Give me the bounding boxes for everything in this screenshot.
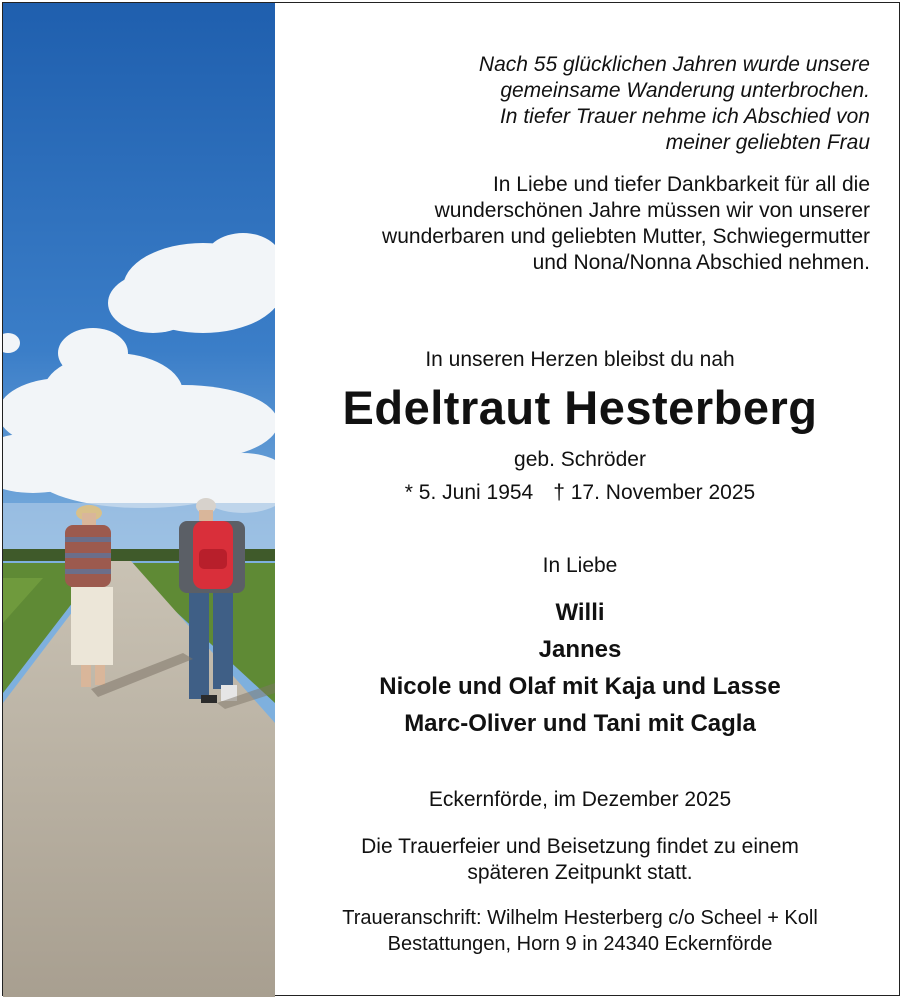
farewell-line: und Nona/Nonna Abschied nehmen. bbox=[532, 251, 870, 274]
birth-date: * 5. Juni 1954 bbox=[404, 481, 534, 504]
farewell-line: wunderschönen Jahre müssen wir von unserer bbox=[434, 199, 870, 222]
deceased-name: Edeltraut Hesterberg bbox=[342, 381, 818, 434]
ceremony-line: späteren Zeitpunkt statt. bbox=[467, 861, 693, 884]
farewell-line: In Liebe und tiefer Dankbarkeit für all die bbox=[492, 173, 870, 196]
ceremony-line: Die Trauerfeier und Beisetzung findet zu einem bbox=[361, 835, 799, 858]
ceremony-note bbox=[290, 834, 870, 886]
address-line: Traueranschrift: Wilhelm Hesterberg c/o Scheel + Koll bbox=[342, 907, 818, 929]
mourner-name: Willi bbox=[555, 599, 605, 626]
photo-illustration bbox=[3, 3, 275, 997]
mourner-name: Marc-Oliver und Tani mit Cagla bbox=[404, 710, 756, 737]
mourners-intro: In Liebe bbox=[542, 554, 618, 577]
mourners-list bbox=[290, 594, 870, 742]
address-line: Bestattungen, Horn 9 in 24340 Eckernförde bbox=[387, 933, 773, 955]
mourner-name: Jannes bbox=[538, 636, 622, 663]
woman-figure bbox=[65, 505, 113, 687]
place-date: Eckernförde, im Dezember 2025 bbox=[428, 788, 732, 811]
quote-line: In tiefer Trauer nehme ich Abschied von bbox=[499, 105, 870, 128]
quote-line: meiner geliebten Frau bbox=[665, 131, 870, 154]
death-date: † 17. November 2025 bbox=[553, 481, 756, 504]
quote-line: Nach 55 glücklichen Jahren wurde unsere bbox=[478, 53, 870, 76]
couple-walking-photo bbox=[3, 3, 275, 997]
farewell-text bbox=[290, 172, 870, 276]
mourning-address bbox=[290, 905, 870, 957]
life-dates bbox=[290, 481, 870, 505]
mourner-name: Nicole und Olaf mit Kaja und Lasse bbox=[379, 673, 781, 700]
opening-quote bbox=[350, 52, 870, 156]
obituary-text bbox=[290, 0, 870, 1000]
motto: In unseren Herzen bleibst du nah bbox=[425, 348, 735, 371]
farewell-line: wunderbaren und geliebten Mutter, Schwiegermutter bbox=[382, 225, 870, 248]
maiden-name: geb. Schröder bbox=[514, 448, 646, 471]
quote-line: gemeinsame Wanderung unterbrochen. bbox=[500, 79, 870, 102]
